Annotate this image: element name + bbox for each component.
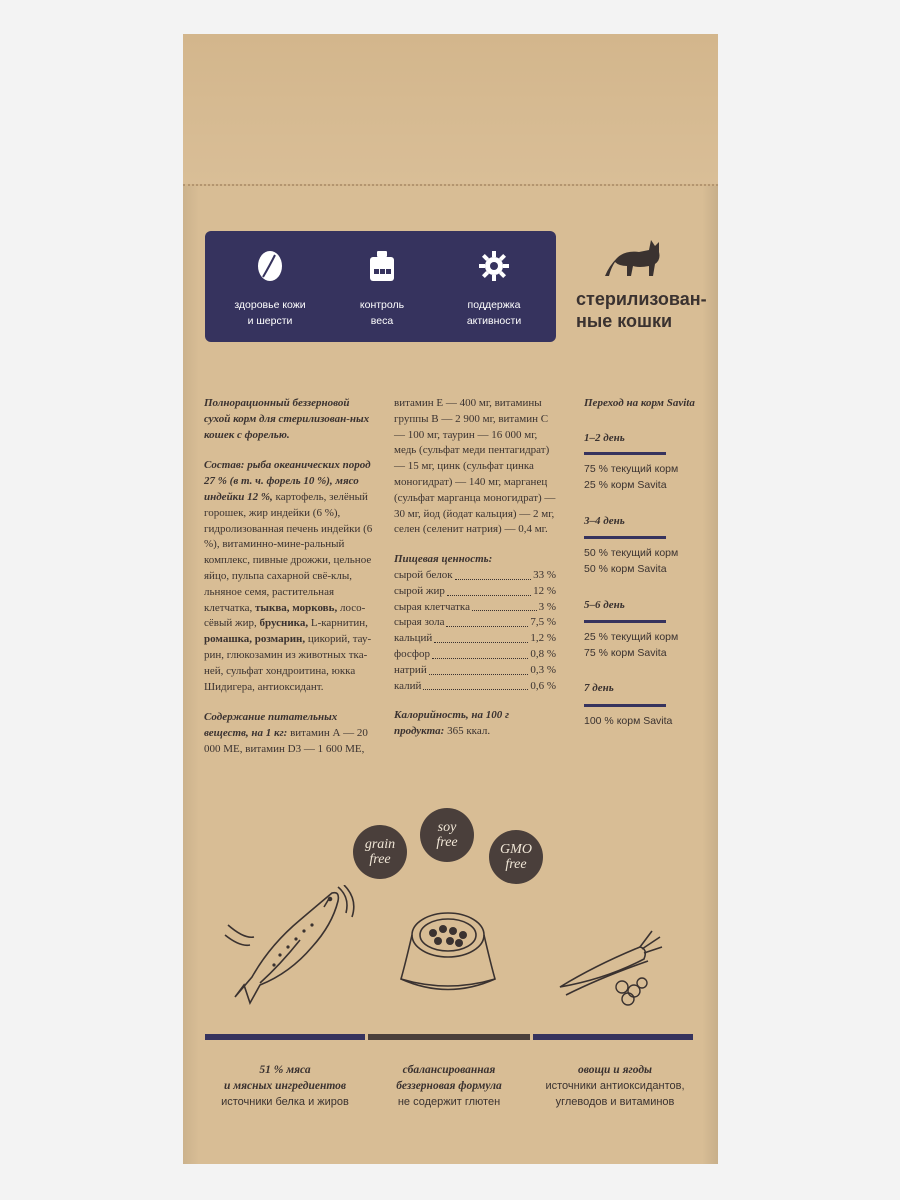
nutrients-paragraph [204,710,374,757]
nutrition-row [394,663,556,679]
transition-day: 3–4 день [584,515,625,527]
nutrient-name: фосфор [394,647,431,660]
nutrient-value: 0,8 % [530,647,556,660]
nutrition-row [394,631,556,647]
benefit-label: здоровье кожи и шерсти [234,299,306,327]
nutrient-value: 33 % [533,568,556,581]
nutrition-row [394,615,556,631]
grain-free-badge: grain free [353,825,407,879]
feature-vegetables [530,1062,700,1110]
gear-icon [479,249,509,283]
transition-step [584,630,678,662]
feature-title: 51 % мяса и мясных ингредиентов [223,1064,347,1092]
benefits-panel [205,231,556,342]
fish-icon [220,885,360,1010]
composition-text: цикорий, тау-рин, глюкозамин из животных тка-ней, сульфат хондроитина, юкка Шидигера, антиоксидант. [204,633,372,693]
benefit-skin-coat [215,231,325,342]
transition-step [584,462,678,494]
package-seal [183,34,718,186]
gmo-free-badge: GMO free [489,830,543,884]
transition-divider [584,620,666,623]
cat-icon [603,236,663,278]
composition-text: картофель, зелёный горошек, жир индейки (6 %), гидролизованная печень индейки (6 %), витаминно-мине-ральный комплекс, пивные дрожжи, цельное яйцо, пульпа сахарной свё-клы, льняное семя, растительная клетчатка, [204,490,373,614]
divider-bar [205,1034,365,1040]
carrot-icon [556,925,666,1007]
transition-line: 25 % корм Savita [584,478,667,491]
nutrients-text: витамин А — 20 000 МЕ, витамин D3 — 1 600 МЕ, [204,727,368,755]
nutrient-value: 3 % [538,600,556,613]
composition-text: L-карнитин, [310,617,368,630]
transition-divider [584,536,666,539]
feature-meat [200,1062,370,1110]
transition-day: 1–2 день [584,432,625,444]
transition-step [584,714,672,730]
feature-title: овощи и ягоды [577,1064,653,1076]
nutrient-name: сырой жир [394,584,445,597]
nutrition-row [394,647,556,663]
transition-line: 25 % текущий корм [584,631,679,643]
food-bowl-icon [393,905,503,1000]
nutrition-row [394,568,556,584]
weight-icon [367,249,397,283]
nutrition-row [394,679,556,695]
feature-subtitle: источники белка и жиров [221,1096,349,1108]
transition-line: 75 % текущий корм [584,463,679,475]
nutrients-label: Содержание питательных веществ, на 1 кг: [204,711,338,740]
target-title: стерилизован- ные кошки [576,289,707,331]
calorie-paragraph [394,708,556,740]
transition-title: Переход на корм Savita [584,397,695,409]
benefit-label: контроль веса [359,299,405,327]
benefit-activity [439,231,549,342]
vitamins-text: витамин Е — 400 мг, витамины группы В — 2 900 мг, витамин С — 100 мг, таурин — 16 000 мг, медь (сульфат меди пентагидрат) — 15 мг, цинк (сульфат цинка моногидрат) — 140 мг, марганец (сульфат марганца моногидрат) — 30 мг, йод (йодат кальция) — 2 мг, селен (селенит натрия) — 0,4 мг. [394,397,556,536]
nutrient-name: натрий [394,663,427,676]
transition-line: 50 % текущий корм [584,547,679,559]
nutrition-column [394,396,556,740]
composition-highlight: ромашка, розмарин, [204,633,306,646]
transition-step [584,546,678,578]
nutrient-value: 12 % [533,584,556,597]
nutrition-row [394,600,556,616]
nutrient-value: 1,2 % [530,632,556,645]
feature-formula [364,1062,534,1110]
composition-main: рыба океанических пород 27 % (в т. ч. форель 10 %), мясо индейки 12 %, [204,459,371,503]
divider-bar [533,1034,693,1040]
transition-divider [584,452,666,455]
feature-subtitle: не содержит глютен [397,1096,501,1108]
divider-bar [368,1034,530,1040]
transition-day: 7 день [584,682,614,694]
benefit-label: поддержка активности [466,299,522,327]
composition-highlight: тыква, морковь, [255,601,338,614]
composition-column [204,396,374,758]
composition-label: Состав: [204,459,245,472]
composition-paragraph [204,458,374,695]
transition-line: 50 % корм Savita [584,562,667,575]
transition-line: 100 % корм Savita [584,715,673,727]
composition-text: лосо-сёвый жир, [204,601,366,630]
nutrition-title: Пищевая ценность: [394,553,493,566]
transition-divider [584,704,666,707]
benefit-weight-control [327,231,437,342]
leaf-icon [255,249,285,283]
nutrition-row [394,584,556,600]
nutrient-name: калий [394,679,422,692]
nutrient-name: сырой белок [394,568,453,581]
product-description: Полнорационный беззерновой сухой корм для стерилизован-ных кошек с форелью. [204,397,370,441]
composition-highlight: брусника, [259,617,309,630]
nutrient-name: сырая клетчатка [394,600,470,613]
feature-title: сбалансированная беззерновая формула [396,1064,502,1092]
transition-line: 75 % корм Savita [584,646,667,659]
nutrient-value: 7,5 % [530,616,556,629]
nutrient-name: кальций [394,632,433,645]
transition-day: 5–6 день [584,599,625,611]
nutrient-name: сырая зола [394,616,445,629]
soy-free-badge: soy free [420,808,474,862]
nutrient-value: 0,6 % [530,679,556,692]
calorie-label: Калорийность, на 100 г продукта: [394,709,510,738]
feature-subtitle: источники антиоксидантов, углеводов и витаминов [545,1080,685,1108]
nutrient-value: 0,3 % [530,663,556,676]
nutrition-table [394,568,556,694]
calorie-value: 365 ккал. [447,725,491,738]
